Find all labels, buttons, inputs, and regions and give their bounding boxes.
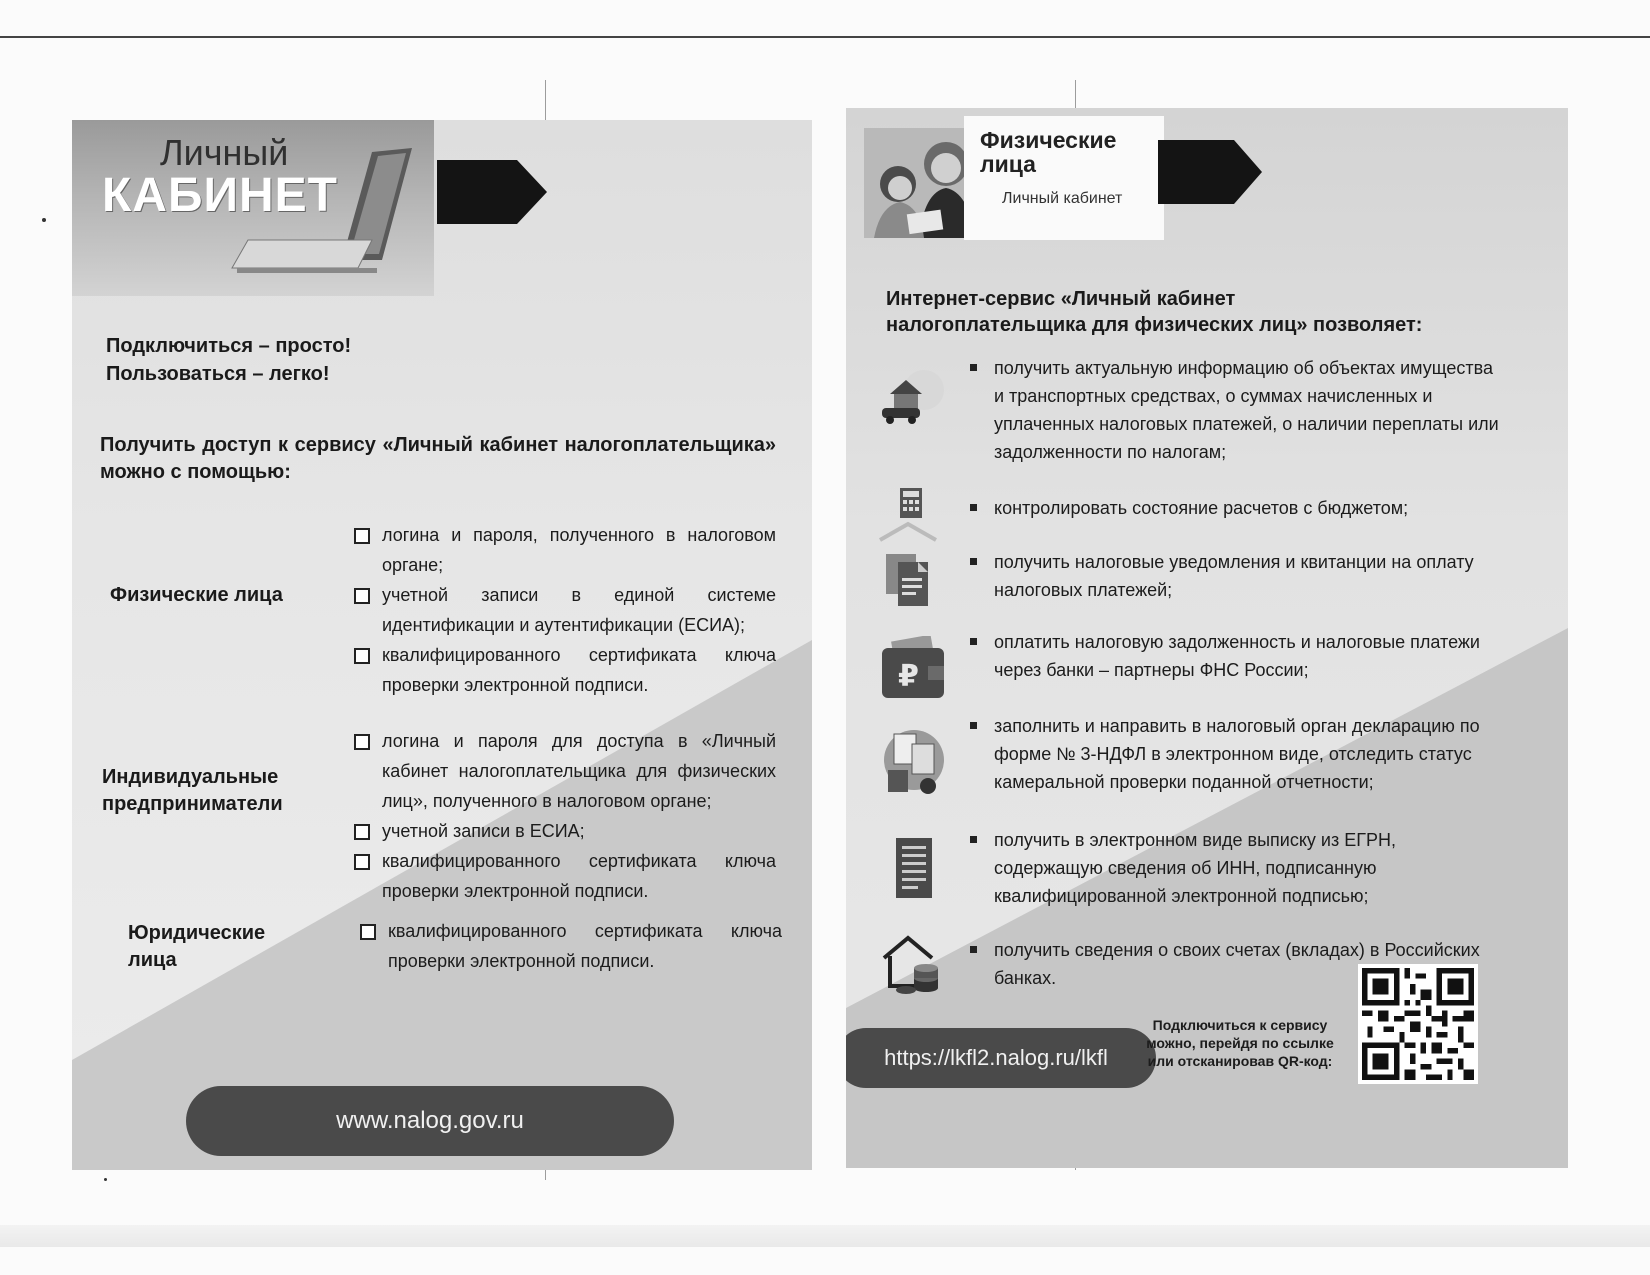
calculator-icon: [878, 484, 948, 550]
scan-edge-bottom: [0, 1225, 1650, 1247]
bullet-icon: [970, 638, 977, 645]
header-box: [964, 116, 1164, 240]
option-text: логина и пароля для доступа в «Личный кабинет налогоплательщика для физических лиц», полученного в налоговом органе;: [382, 731, 776, 811]
hero-banner: [72, 120, 434, 296]
right-page: [846, 108, 1568, 1168]
options-individuals: [354, 520, 776, 700]
header-title: [980, 128, 1116, 176]
feature-text: получить сведения о своих счетах (вкладах) в Российских банках.: [994, 940, 1480, 988]
scan-speck: [104, 1178, 107, 1181]
bullet-icon: [970, 722, 977, 729]
option-item: [354, 640, 776, 700]
options-legal-entities: [360, 916, 782, 976]
checkbox-icon: [354, 854, 370, 870]
slogan-line: Подключиться – просто!: [106, 335, 352, 357]
group-label-line: лица: [128, 949, 177, 971]
option-text: учетной записи в единой системе идентификации и аутентификации (ЕСИА);: [382, 585, 776, 635]
header-title-line: лица: [980, 151, 1036, 177]
option-item: [354, 846, 776, 906]
option-text: квалифицированного сертификата ключа проверки электронной подписи.: [388, 921, 782, 971]
bullet-icon: [970, 558, 977, 565]
option-item: [360, 916, 782, 976]
group-label-individuals: Физические лица: [110, 584, 283, 606]
bullet-icon: [970, 946, 977, 953]
checkbox-icon: [354, 824, 370, 840]
feature-text: получить актуальную информацию об объектах имущества и транспортных средствах, о суммах начисленных и уплаченных налоговых платежей, о наличии переплаты или задолженности по налогам;: [994, 358, 1499, 462]
bullet-icon: [970, 504, 977, 511]
option-text: логина и пароля, полученного в налоговом органе;: [382, 525, 776, 575]
group-label-line: предприниматели: [102, 793, 283, 815]
feature-text: получить в электронном виде выписку из ЕГРН, содержащую сведения об ИНН, подписанную квалифицированной электронной подписью;: [994, 830, 1396, 906]
option-item: [354, 580, 776, 640]
bullet-icon: [970, 364, 977, 371]
group-label-legal-entities: [128, 920, 265, 974]
ruble-wallet-icon: [878, 636, 948, 702]
group-label-entrepreneurs: [102, 764, 283, 818]
connect-instruction: Подключиться к сервису можно, перейдя по ссылке или отсканировав QR-код:: [1146, 1017, 1334, 1069]
service-heading-line: Интернет-сервис «Личный кабинет: [886, 288, 1236, 310]
register-extract-icon: [878, 836, 948, 902]
bullet-icon: [970, 836, 977, 843]
checkbox-icon: [354, 588, 370, 604]
feature-text: получить налоговые уведомления и квитанции на оплату налоговых платежей;: [994, 552, 1474, 600]
checkbox-icon: [354, 648, 370, 664]
arrow-right-icon: [1158, 140, 1262, 204]
group-label-line: Юридические: [128, 922, 266, 944]
header-title-line: Физические: [980, 127, 1117, 153]
option-item: [354, 520, 776, 580]
service-heading: [886, 286, 1526, 338]
lkfl-url-link[interactable]: https://lkfl2.nalog.ru/lkfl: [846, 1028, 1156, 1088]
options-entrepreneurs: [354, 726, 776, 906]
header-subtitle: Личный кабинет: [1002, 190, 1123, 207]
service-heading-line: налогоплательщика для физических лиц» позволяет:: [886, 314, 1423, 336]
left-page: [72, 120, 812, 1170]
checkbox-icon: [354, 528, 370, 544]
slogan: [106, 332, 351, 388]
scan-edge-top: [0, 36, 1650, 38]
option-item: [354, 816, 776, 846]
feature-text: заполнить и направить в налоговый орган декларацию по форме № 3-НДФЛ в электронном виде, отследить статус камеральной проверки поданной отчетности;: [994, 716, 1480, 792]
bank-coins-icon: [878, 930, 948, 996]
arrow-right-icon: [437, 160, 547, 224]
feature-text: оплатить налоговую задолженность и налоговые платежи через банки – партнеры ФНС России;: [994, 632, 1480, 680]
checkbox-icon: [360, 924, 376, 940]
house-car-icon: [878, 364, 948, 430]
checkbox-icon: [354, 734, 370, 750]
slogan-line: Пользоваться – легко!: [106, 363, 330, 385]
documents-icon: [878, 548, 948, 614]
hero-title-big: КАБИНЕТ: [102, 169, 338, 222]
option-text: квалифицированного сертификата ключа проверки электронной подписи.: [382, 851, 776, 901]
feature-text: контролировать состояние расчетов с бюджетом;: [994, 498, 1409, 518]
declaration-icon: [878, 720, 948, 802]
qr-code-icon[interactable]: [1358, 964, 1478, 1084]
option-item: [354, 726, 776, 816]
scan-speck: [42, 218, 46, 222]
option-text: учетной записи в ЕСИА;: [382, 821, 585, 841]
group-label-line: Индивидуальные: [102, 766, 279, 788]
hero-title-small: Личный: [160, 132, 289, 173]
nalog-url-link[interactable]: www.nalog.gov.ru: [186, 1086, 674, 1156]
access-heading: Получить доступ к сервису «Личный кабинет налогоплательщика» можно с помощью:: [100, 434, 776, 483]
option-text: квалифицированного сертификата ключа проверки электронной подписи.: [382, 645, 776, 695]
svg-text:₽: ₽: [898, 659, 919, 694]
